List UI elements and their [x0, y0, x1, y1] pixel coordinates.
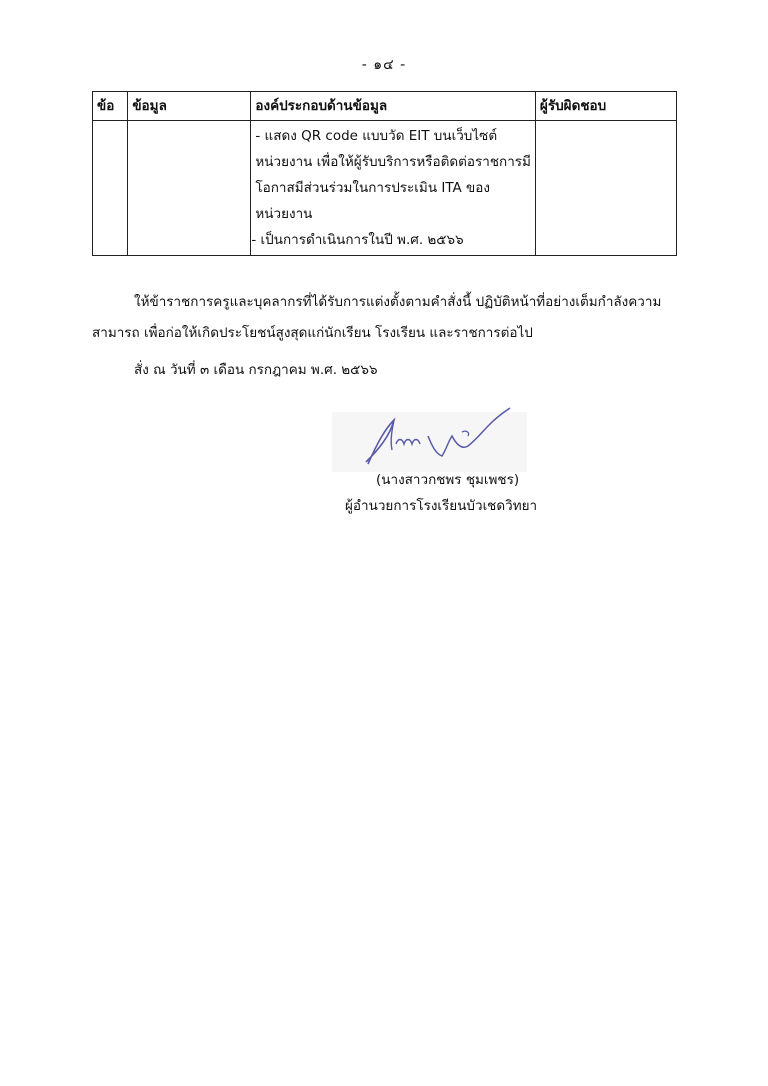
page-number: - ๑๔ - — [361, 57, 407, 73]
component-line: - แสดง QR code แบบวัด EIT บนเว็บไซต์ — [255, 128, 498, 144]
table-header-row — [93, 92, 677, 121]
info-table — [92, 91, 677, 256]
table-row — [93, 121, 677, 256]
cell-responsible — [535, 121, 676, 256]
cell-data — [128, 121, 251, 256]
component-line: หน่วยงาน เพื่อให้ผู้รับบริการหรือติดต่อราชการมี — [255, 154, 531, 170]
order-date: สั่ง ณ วันที่ ๓ เดือน กรกฎาคม พ.ศ. ๒๕๖๖ — [134, 362, 378, 378]
header-component: องค์ประกอบด้านข้อมูล — [251, 92, 536, 121]
component-line: หน่วยงาน — [255, 206, 313, 222]
component-line: - เป็นการดำเนินการในปี พ.ศ. ๒๕๖๖ — [251, 232, 464, 248]
signatory-name: (นางสาวกชพร ชุมเพชร) — [376, 472, 520, 488]
signatory-title: ผู้อำนวยการโรงเรียนบัวเชดวิทยา — [345, 498, 538, 514]
header-responsible: ผู้รับผิดชอบ — [535, 92, 676, 121]
header-no: ข้อ — [93, 92, 128, 121]
header-data: ข้อมูล — [128, 92, 251, 121]
signature-stroke-icon — [332, 406, 532, 476]
signature-image — [332, 406, 532, 476]
body-paragraph: ให้ข้าราชการครูและบุคลากรที่ได้รับการแต่งตั้งตามคำสั่งนี้ ปฏิบัติหน้าที่อย่างเต็มกำลังความสามารถ เพื่อก่อให้เกิดประโยชน์สูงสุดแก่นักเรียน โรงเรียน และราชการต่อไป — [92, 294, 662, 341]
component-line: โอกาสมีส่วนร่วมในการประเมิน ITA ของ — [255, 180, 490, 196]
cell-no — [93, 121, 128, 256]
cell-component — [251, 121, 536, 256]
